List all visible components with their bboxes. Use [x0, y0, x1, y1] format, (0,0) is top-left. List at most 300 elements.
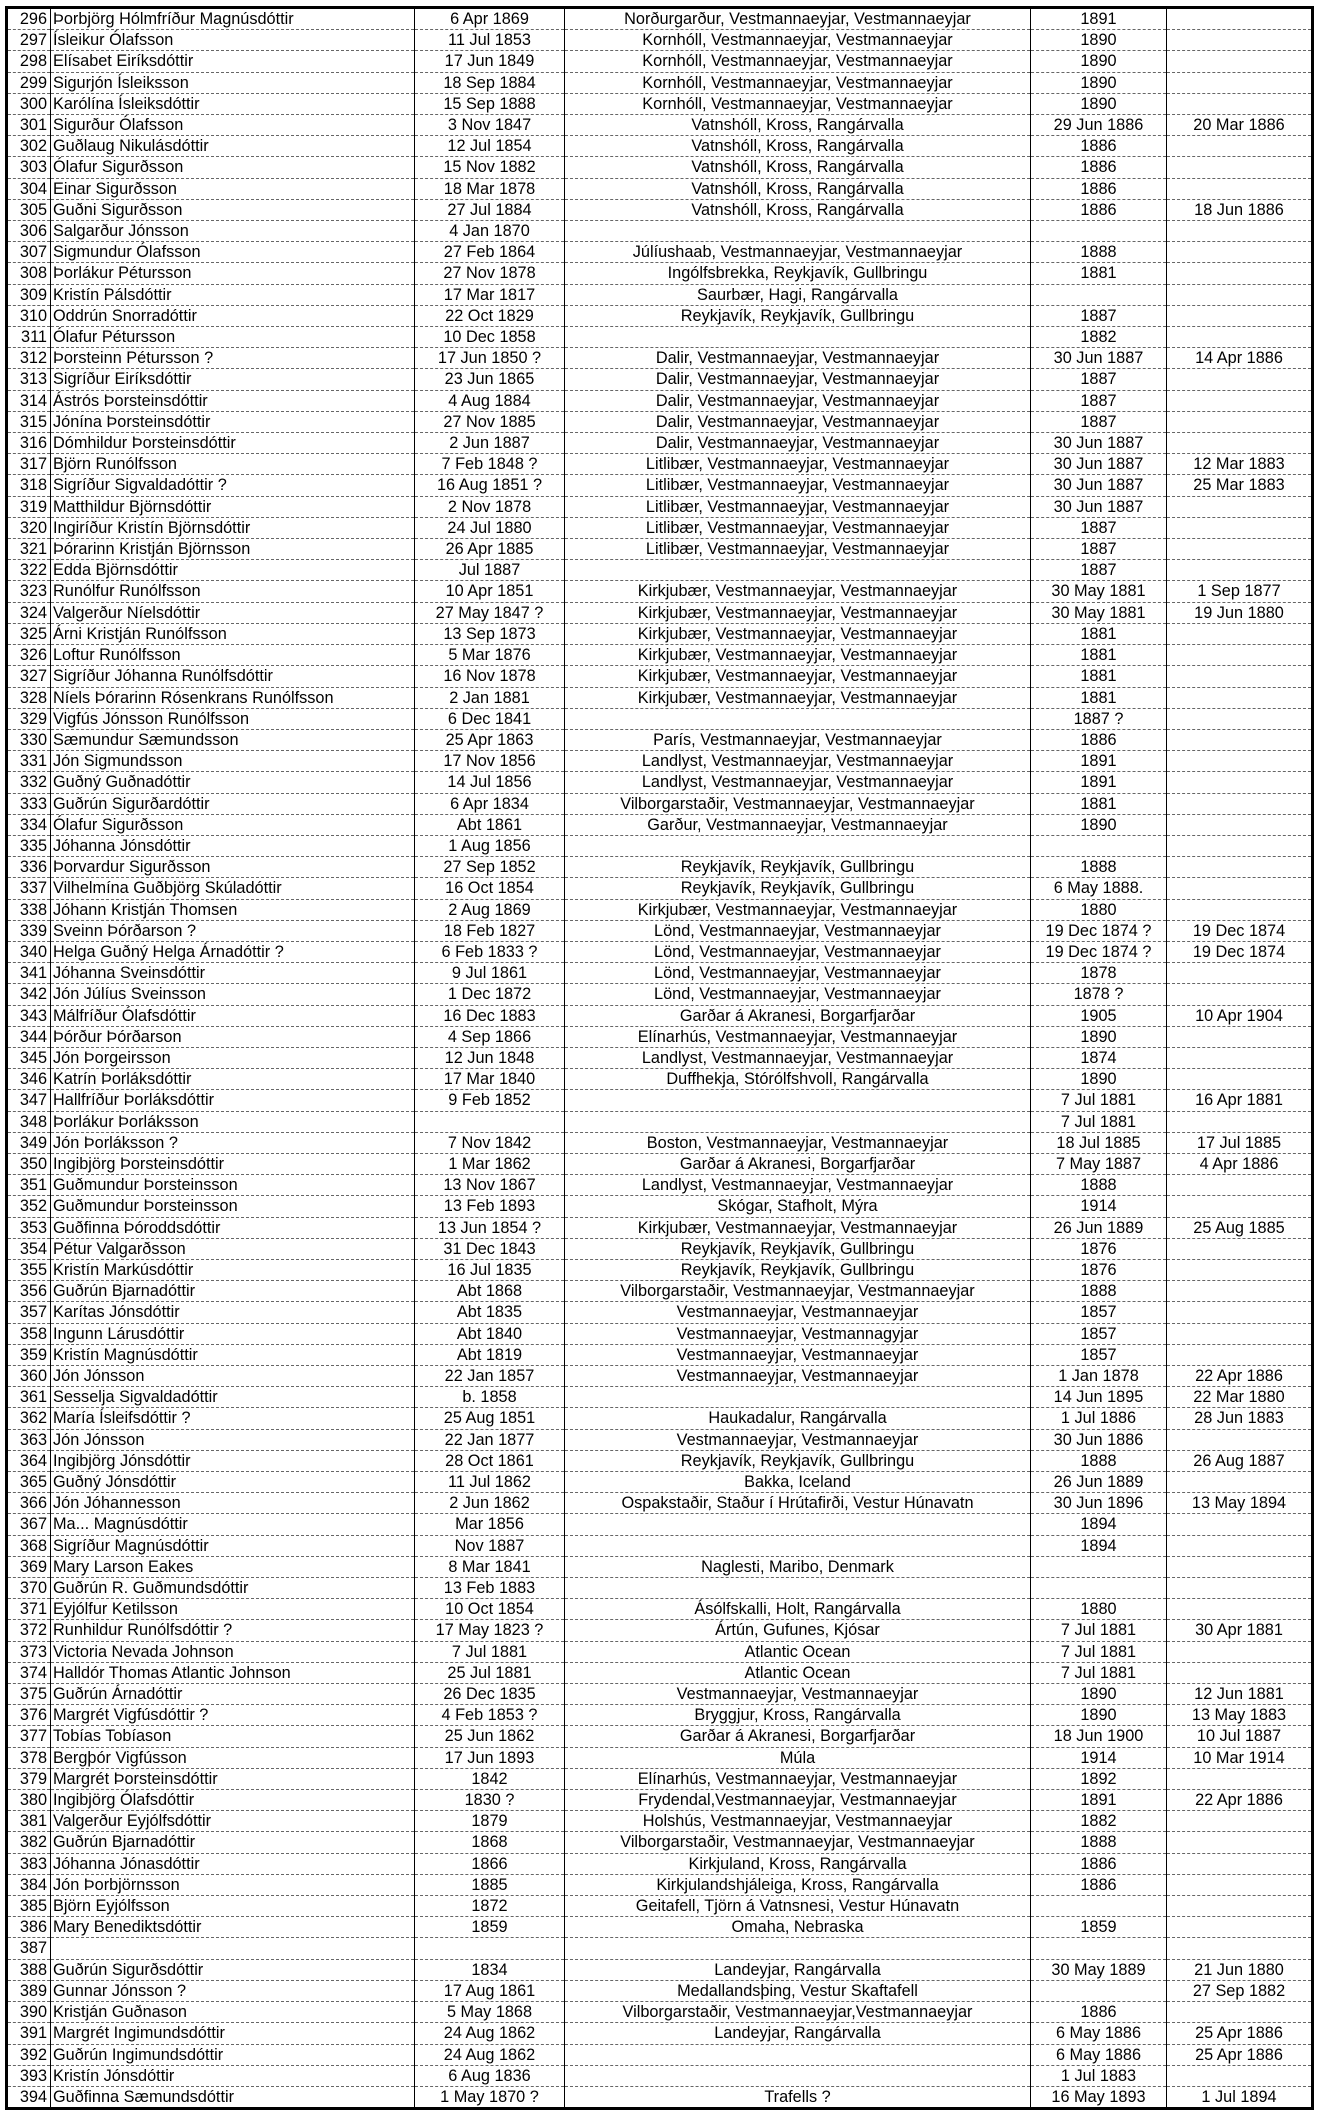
table-row — [7, 1323, 1313, 1344]
event-date-cell — [1167, 1111, 1313, 1132]
person-name-cell: Sigríður Sigvaldadóttir ? — [51, 475, 415, 496]
row-number-cell: 342 — [7, 984, 51, 1005]
event-date-cell — [1167, 369, 1313, 390]
birth-date-cell: 17 Mar 1840 — [415, 1069, 565, 1090]
person-name-cell: Katrín Þorláksdóttir — [51, 1069, 415, 1090]
row-number-cell: 297 — [7, 30, 51, 51]
residence-place-cell — [565, 708, 1031, 729]
row-number-cell: 344 — [7, 1026, 51, 1047]
event-date-cell: 25 Apr 1886 — [1167, 2044, 1313, 2065]
emigration-date-cell: 1878 ? — [1031, 984, 1167, 1005]
event-date-cell — [1167, 1599, 1313, 1620]
event-date-cell: 25 Mar 1883 — [1167, 475, 1313, 496]
residence-place-cell: Landlyst, Vestmannaeyjar, Vestmannaeyjar — [565, 772, 1031, 793]
person-name-cell: Björn Runólfsson — [51, 454, 415, 475]
person-name-cell: Guðmundur Þorsteinsson — [51, 1175, 415, 1196]
row-number-cell: 353 — [7, 1217, 51, 1238]
person-name-cell: Sigríður Eiríksdóttir — [51, 369, 415, 390]
row-number-cell: 383 — [7, 1853, 51, 1874]
event-date-cell — [1167, 284, 1313, 305]
emigration-date-cell: 18 Jul 1885 — [1031, 1132, 1167, 1153]
table-row — [7, 305, 1313, 326]
row-number-cell: 394 — [7, 2086, 51, 2108]
residence-place-cell: Litlibær, Vestmannaeyjar, Vestmannaeyjar — [565, 539, 1031, 560]
emigration-date-cell: 1914 — [1031, 1196, 1167, 1217]
residence-place-cell: Kirkjuland, Kross, Rangárvalla — [565, 1853, 1031, 1874]
event-date-cell: 10 Jul 1887 — [1167, 1726, 1313, 1747]
emigration-date-cell: 1859 — [1031, 1917, 1167, 1938]
residence-place-cell — [565, 1387, 1031, 1408]
row-number-cell: 298 — [7, 51, 51, 72]
residence-place-cell: Garðar á Akranesi, Borgarfjarðar — [565, 1726, 1031, 1747]
emigration-date-cell: 1890 — [1031, 30, 1167, 51]
row-number-cell: 312 — [7, 348, 51, 369]
birth-date-cell: 7 Jul 1881 — [415, 1641, 565, 1662]
table-row — [7, 327, 1313, 348]
event-date-cell — [1167, 30, 1313, 51]
birth-date-cell: 16 Nov 1878 — [415, 666, 565, 687]
birth-date-cell: 25 Jul 1881 — [415, 1662, 565, 1683]
table-row — [7, 496, 1313, 517]
residence-place-cell — [565, 1535, 1031, 1556]
table-row — [7, 1853, 1313, 1874]
row-number-cell: 304 — [7, 178, 51, 199]
emigration-date-cell: 1878 — [1031, 963, 1167, 984]
event-date-cell — [1167, 1472, 1313, 1493]
event-date-cell — [1167, 2065, 1313, 2086]
emigration-date-cell: 1905 — [1031, 1005, 1167, 1026]
event-date-cell — [1167, 772, 1313, 793]
person-name-cell: Málfríður Ólafsdóttir — [51, 1005, 415, 1026]
event-date-cell: 1 Jul 1894 — [1167, 2086, 1313, 2108]
residence-place-cell: Reykjavík, Reykjavík, Gullbringu — [565, 305, 1031, 326]
event-date-cell: 19 Dec 1874 — [1167, 920, 1313, 941]
table-row — [7, 72, 1313, 93]
residence-place-cell: Dalir, Vestmannaeyjar, Vestmannaeyjar — [565, 390, 1031, 411]
birth-date-cell: 2 Jan 1881 — [415, 687, 565, 708]
emigration-date-cell — [1031, 284, 1167, 305]
birth-date-cell: 2 Jun 1887 — [415, 433, 565, 454]
row-number-cell: 360 — [7, 1366, 51, 1387]
residence-place-cell: Ártún, Gufunes, Kjósar — [565, 1620, 1031, 1641]
table-row — [7, 920, 1313, 941]
birth-date-cell: 4 Feb 1853 ? — [415, 1705, 565, 1726]
event-date-cell: 26 Aug 1887 — [1167, 1450, 1313, 1471]
birth-date-cell: 1866 — [415, 1853, 565, 1874]
event-date-cell — [1167, 1302, 1313, 1323]
emigration-date-cell — [1031, 221, 1167, 242]
birth-date-cell: 27 Jul 1884 — [415, 199, 565, 220]
emigration-date-cell: 29 Jun 1886 — [1031, 115, 1167, 136]
row-number-cell: 307 — [7, 242, 51, 263]
residence-place-cell: Kornhóll, Vestmannaeyjar, Vestmannaeyjar — [565, 72, 1031, 93]
event-date-cell — [1167, 1196, 1313, 1217]
residence-place-cell: Ásólfskalli, Holt, Rangárvalla — [565, 1599, 1031, 1620]
row-number-cell: 363 — [7, 1429, 51, 1450]
event-date-cell — [1167, 1047, 1313, 1068]
table-row — [7, 1026, 1313, 1047]
event-date-cell — [1167, 178, 1313, 199]
table-row — [7, 263, 1313, 284]
birth-date-cell — [415, 1111, 565, 1132]
person-name-cell: Sæmundur Sæmundsson — [51, 729, 415, 750]
birth-date-cell: 17 Jun 1850 ? — [415, 348, 565, 369]
table-row — [7, 602, 1313, 623]
birth-date-cell: 24 Aug 1862 — [415, 2023, 565, 2044]
row-number-cell: 327 — [7, 666, 51, 687]
row-number-cell: 314 — [7, 390, 51, 411]
emigration-date-cell: 1886 — [1031, 729, 1167, 750]
event-date-cell — [1167, 136, 1313, 157]
birth-date-cell: 25 Apr 1863 — [415, 729, 565, 750]
table-row — [7, 1344, 1313, 1365]
emigration-date-cell: 30 Jun 1887 — [1031, 475, 1167, 496]
person-name-cell: Ólafur Pétursson — [51, 327, 415, 348]
emigration-date-cell — [1031, 835, 1167, 856]
birth-date-cell: 3 Nov 1847 — [415, 115, 565, 136]
residence-place-cell: Reykjavík, Reykjavík, Gullbringu — [565, 1450, 1031, 1471]
person-name-cell: Valgerður Eyjólfsdóttir — [51, 1811, 415, 1832]
event-date-cell: 12 Mar 1883 — [1167, 454, 1313, 475]
emigration-date-cell: 14 Jun 1895 — [1031, 1387, 1167, 1408]
table-row — [7, 1514, 1313, 1535]
row-number-cell: 384 — [7, 1874, 51, 1895]
residence-place-cell: Reykjavík, Reykjavík, Gullbringu — [565, 878, 1031, 899]
birth-date-cell: b. 1858 — [415, 1387, 565, 1408]
row-number-cell: 355 — [7, 1259, 51, 1280]
row-number-cell: 392 — [7, 2044, 51, 2065]
table-row — [7, 157, 1313, 178]
residence-place-cell: Dalir, Vestmannaeyjar, Vestmannaeyjar — [565, 348, 1031, 369]
emigration-date-cell: 1876 — [1031, 1238, 1167, 1259]
event-date-cell — [1167, 72, 1313, 93]
table-row — [7, 1896, 1313, 1917]
residence-place-cell: Kirkjubær, Vestmannaeyjar, Vestmannaeyjar — [565, 581, 1031, 602]
event-date-cell — [1167, 517, 1313, 538]
emigration-date-cell: 6 May 1886 — [1031, 2044, 1167, 2065]
emigration-date-cell: 1887 — [1031, 369, 1167, 390]
emigration-date-cell: 1914 — [1031, 1747, 1167, 1768]
residence-place-cell: Ospakstaðir, Staður í Hrútafirði, Vestur Húnavatn — [565, 1493, 1031, 1514]
table-row — [7, 1387, 1313, 1408]
table-row — [7, 2023, 1313, 2044]
table-body — [7, 8, 1313, 2109]
person-name-cell: Ingunn Lárusdóttir — [51, 1323, 415, 1344]
birth-date-cell: 17 Mar 1817 — [415, 284, 565, 305]
birth-date-cell: 17 Aug 1861 — [415, 1980, 565, 2001]
table-row — [7, 984, 1313, 1005]
person-name-cell: Sigurjón Ísleiksson — [51, 72, 415, 93]
birth-date-cell: 16 Jul 1835 — [415, 1259, 565, 1280]
residence-place-cell: Atlantic Ocean — [565, 1641, 1031, 1662]
residence-place-cell — [565, 2065, 1031, 2086]
table-row — [7, 729, 1313, 750]
table-row — [7, 433, 1313, 454]
person-name-cell: Þorsteinn Pétursson ? — [51, 348, 415, 369]
emigration-date-cell: 1891 — [1031, 772, 1167, 793]
person-name-cell: Guðný Guðnadóttir — [51, 772, 415, 793]
birth-date-cell: 13 Feb 1883 — [415, 1578, 565, 1599]
emigration-date-cell — [1031, 1938, 1167, 1959]
row-number-cell: 345 — [7, 1047, 51, 1068]
emigration-date-cell — [1031, 1980, 1167, 2001]
person-name-cell: Björn Eyjólfsson — [51, 1896, 415, 1917]
row-number-cell: 321 — [7, 539, 51, 560]
row-number-cell: 311 — [7, 327, 51, 348]
birth-date-cell: 15 Sep 1888 — [415, 93, 565, 114]
person-name-cell: Ísleikur Ólafsson — [51, 30, 415, 51]
table-row — [7, 115, 1313, 136]
table-row — [7, 645, 1313, 666]
table-row — [7, 539, 1313, 560]
event-date-cell — [1167, 1874, 1313, 1895]
table-row — [7, 793, 1313, 814]
emigration-date-cell: 30 Jun 1887 — [1031, 348, 1167, 369]
table-row — [7, 2002, 1313, 2023]
residence-place-cell: Kirkjubær, Vestmannaeyjar, Vestmannaeyjar — [565, 687, 1031, 708]
emigration-date-cell: 30 Jun 1887 — [1031, 454, 1167, 475]
birth-date-cell: 9 Jul 1861 — [415, 963, 565, 984]
emigration-date-cell: 1888 — [1031, 857, 1167, 878]
row-number-cell: 332 — [7, 772, 51, 793]
event-date-cell — [1167, 157, 1313, 178]
residence-place-cell: Kirkjubær, Vestmannaeyjar, Vestmannaeyjar — [565, 899, 1031, 920]
emigration-date-cell: 1874 — [1031, 1047, 1167, 1068]
residence-place-cell — [565, 327, 1031, 348]
emigration-date-cell: 6 May 1886 — [1031, 2023, 1167, 2044]
emigration-date-cell: 7 Jul 1881 — [1031, 1090, 1167, 1111]
person-name-cell: Margrét Vigfúsdóttir ? — [51, 1705, 415, 1726]
event-date-cell — [1167, 1259, 1313, 1280]
row-number-cell: 371 — [7, 1599, 51, 1620]
emigration-date-cell: 30 Jun 1887 — [1031, 496, 1167, 517]
residence-place-cell: Skógar, Stafholt, Mýra — [565, 1196, 1031, 1217]
person-name-cell — [51, 1938, 415, 1959]
table-row — [7, 835, 1313, 856]
residence-place-cell: Vestmannaeyjar, Vestmannaeyjar — [565, 1366, 1031, 1387]
residence-place-cell: Naglesti, Maribo, Denmark — [565, 1556, 1031, 1577]
residence-place-cell: Kornhóll, Vestmannaeyjar, Vestmannaeyjar — [565, 30, 1031, 51]
row-number-cell: 369 — [7, 1556, 51, 1577]
emigration-date-cell: 1886 — [1031, 178, 1167, 199]
row-number-cell: 319 — [7, 496, 51, 517]
table-row — [7, 411, 1313, 432]
birth-date-cell: Abt 1861 — [415, 814, 565, 835]
birth-date-cell: 4 Aug 1884 — [415, 390, 565, 411]
event-date-cell: 22 Mar 1880 — [1167, 1387, 1313, 1408]
residence-place-cell: Norðurgarður, Vestmannaeyjar, Vestmannaeyjar — [565, 8, 1031, 30]
birth-date-cell: 1872 — [415, 1896, 565, 1917]
emigration-date-cell: 1887 — [1031, 411, 1167, 432]
table-row — [7, 560, 1313, 581]
table-row — [7, 178, 1313, 199]
person-name-cell: Árni Kristján Runólfsson — [51, 623, 415, 644]
table-row — [7, 390, 1313, 411]
table-row — [7, 221, 1313, 242]
person-name-cell: Guðný Jónsdóttir — [51, 1472, 415, 1493]
residence-place-cell: Geitafell, Tjörn á Vatnsnesi, Vestur Húnavatn — [565, 1896, 1031, 1917]
person-name-cell: Guðrún Sigurðardóttir — [51, 793, 415, 814]
table-row — [7, 814, 1313, 835]
row-number-cell: 387 — [7, 1938, 51, 1959]
emigration-date-cell: 1881 — [1031, 687, 1167, 708]
table-row — [7, 751, 1313, 772]
row-number-cell: 366 — [7, 1493, 51, 1514]
row-number-cell: 343 — [7, 1005, 51, 1026]
residence-place-cell: Frydendal,Vestmannaeyjar, Vestmannaeyjar — [565, 1790, 1031, 1811]
birth-date-cell: 6 Apr 1869 — [415, 8, 565, 30]
birth-date-cell: Mar 1856 — [415, 1514, 565, 1535]
emigration-date-cell: 1888 — [1031, 1450, 1167, 1471]
birth-date-cell: 1868 — [415, 1832, 565, 1853]
person-name-cell: Sveinn Þórðarson ? — [51, 920, 415, 941]
residence-place-cell: Landeyjar, Rangárvalla — [565, 2023, 1031, 2044]
table-row — [7, 348, 1313, 369]
emigration-date-cell: 1890 — [1031, 93, 1167, 114]
residence-place-cell: Kirkjubær, Vestmannaeyjar, Vestmannaeyjar — [565, 645, 1031, 666]
residence-place-cell: Garðar á Akranesi, Borgarfjarðar — [565, 1153, 1031, 1174]
residence-place-cell: Trafells ? — [565, 2086, 1031, 2108]
person-name-cell: Ólafur Sigurðsson — [51, 814, 415, 835]
residence-place-cell: Landlyst, Vestmannaeyjar, Vestmannaeyjar — [565, 1047, 1031, 1068]
event-date-cell: 25 Aug 1885 — [1167, 1217, 1313, 1238]
row-number-cell: 318 — [7, 475, 51, 496]
table-row — [7, 1578, 1313, 1599]
table-row — [7, 1599, 1313, 1620]
genealogy-table — [5, 6, 1314, 2110]
birth-date-cell: 7 Nov 1842 — [415, 1132, 565, 1153]
table-row — [7, 1196, 1313, 1217]
row-number-cell: 350 — [7, 1153, 51, 1174]
emigration-date-cell — [1031, 1578, 1167, 1599]
event-date-cell — [1167, 708, 1313, 729]
person-name-cell: Kristín Jónsdóttir — [51, 2065, 415, 2086]
row-number-cell: 323 — [7, 581, 51, 602]
table-row — [7, 1472, 1313, 1493]
table-row — [7, 1069, 1313, 1090]
event-date-cell: 30 Apr 1881 — [1167, 1620, 1313, 1641]
birth-date-cell — [415, 1938, 565, 1959]
event-date-cell — [1167, 1175, 1313, 1196]
row-number-cell: 368 — [7, 1535, 51, 1556]
event-date-cell — [1167, 645, 1313, 666]
emigration-date-cell: 1887 — [1031, 305, 1167, 326]
row-number-cell: 300 — [7, 93, 51, 114]
person-name-cell: Margrét Ingimundsdóttir — [51, 2023, 415, 2044]
emigration-date-cell: 30 Jun 1896 — [1031, 1493, 1167, 1514]
event-date-cell: 19 Jun 1880 — [1167, 602, 1313, 623]
birth-date-cell: 6 Dec 1841 — [415, 708, 565, 729]
emigration-date-cell: 1888 — [1031, 1175, 1167, 1196]
event-date-cell — [1167, 1281, 1313, 1302]
table-row — [7, 1111, 1313, 1132]
emigration-date-cell: 30 May 1881 — [1031, 602, 1167, 623]
event-date-cell: 21 Jun 1880 — [1167, 1959, 1313, 1980]
table-row — [7, 93, 1313, 114]
person-name-cell: Oddrún Snorradóttir — [51, 305, 415, 326]
event-date-cell — [1167, 1832, 1313, 1853]
row-number-cell: 362 — [7, 1408, 51, 1429]
person-name-cell: Elísabet Eiríksdóttir — [51, 51, 415, 72]
person-name-cell: Hallfríður Þorláksdóttir — [51, 1090, 415, 1111]
person-name-cell: Jón Þorgeirsson — [51, 1047, 415, 1068]
event-date-cell — [1167, 899, 1313, 920]
residence-place-cell: Kornhóll, Vestmannaeyjar, Vestmannaeyjar — [565, 51, 1031, 72]
emigration-date-cell: 1857 — [1031, 1302, 1167, 1323]
birth-date-cell: 26 Dec 1835 — [415, 1684, 565, 1705]
residence-place-cell: Medallandsþing, Vestur Skaftafell — [565, 1980, 1031, 2001]
table-row — [7, 1620, 1313, 1641]
emigration-date-cell: 26 Jun 1889 — [1031, 1472, 1167, 1493]
table-row — [7, 1959, 1313, 1980]
row-number-cell: 372 — [7, 1620, 51, 1641]
residence-place-cell: Reykjavík, Reykjavík, Gullbringu — [565, 1259, 1031, 1280]
row-number-cell: 324 — [7, 602, 51, 623]
emigration-date-cell: 1891 — [1031, 751, 1167, 772]
row-number-cell: 393 — [7, 2065, 51, 2086]
person-name-cell: Halldór Thomas Atlantic Johnson — [51, 1662, 415, 1683]
table-row — [7, 1980, 1313, 2001]
emigration-date-cell: 1888 — [1031, 1281, 1167, 1302]
person-name-cell: Kristján Guðnason — [51, 2002, 415, 2023]
birth-date-cell: 23 Jun 1865 — [415, 369, 565, 390]
row-number-cell: 389 — [7, 1980, 51, 2001]
row-number-cell: 358 — [7, 1323, 51, 1344]
event-date-cell — [1167, 51, 1313, 72]
residence-place-cell: Omaha, Nebraska — [565, 1917, 1031, 1938]
event-date-cell — [1167, 560, 1313, 581]
person-name-cell: Runólfur Runólfsson — [51, 581, 415, 602]
residence-place-cell: Elínarhús, Vestmannaeyjar, Vestmannaeyjar — [565, 1768, 1031, 1789]
event-date-cell — [1167, 835, 1313, 856]
table-row — [7, 687, 1313, 708]
table-row — [7, 1938, 1313, 1959]
person-name-cell: Guðmundur Þorsteinsson — [51, 1196, 415, 1217]
person-name-cell: Þórarinn Kristján Björnsson — [51, 539, 415, 560]
row-number-cell: 349 — [7, 1132, 51, 1153]
emigration-date-cell: 1882 — [1031, 1811, 1167, 1832]
row-number-cell: 320 — [7, 517, 51, 538]
birth-date-cell: Abt 1840 — [415, 1323, 565, 1344]
birth-date-cell: 13 Nov 1867 — [415, 1175, 565, 1196]
birth-date-cell: 16 Oct 1854 — [415, 878, 565, 899]
emigration-date-cell: 1891 — [1031, 1790, 1167, 1811]
emigration-date-cell: 1890 — [1031, 814, 1167, 835]
emigration-date-cell: 18 Jun 1900 — [1031, 1726, 1167, 1747]
emigration-date-cell: 7 Jul 1881 — [1031, 1620, 1167, 1641]
birth-date-cell: 6 Apr 1834 — [415, 793, 565, 814]
person-name-cell: Guðrún Árnadóttir — [51, 1684, 415, 1705]
birth-date-cell: 15 Nov 1882 — [415, 157, 565, 178]
row-number-cell: 356 — [7, 1281, 51, 1302]
table-row — [7, 1874, 1313, 1895]
table-row — [7, 1790, 1313, 1811]
emigration-date-cell: 26 Jun 1889 — [1031, 1217, 1167, 1238]
birth-date-cell: 5 Mar 1876 — [415, 645, 565, 666]
birth-date-cell: 27 Sep 1852 — [415, 857, 565, 878]
emigration-date-cell: 1887 ? — [1031, 708, 1167, 729]
table-row — [7, 1917, 1313, 1938]
person-name-cell: Guðlaug Nikulásdóttir — [51, 136, 415, 157]
event-date-cell: 27 Sep 1882 — [1167, 1980, 1313, 2001]
birth-date-cell: 7 Feb 1848 ? — [415, 454, 565, 475]
person-name-cell: Karólína Ísleiksdóttir — [51, 93, 415, 114]
event-date-cell: 17 Jul 1885 — [1167, 1132, 1313, 1153]
table-row — [7, 199, 1313, 220]
table-row — [7, 1450, 1313, 1471]
residence-place-cell — [565, 1111, 1031, 1132]
birth-date-cell: 25 Jun 1862 — [415, 1726, 565, 1747]
